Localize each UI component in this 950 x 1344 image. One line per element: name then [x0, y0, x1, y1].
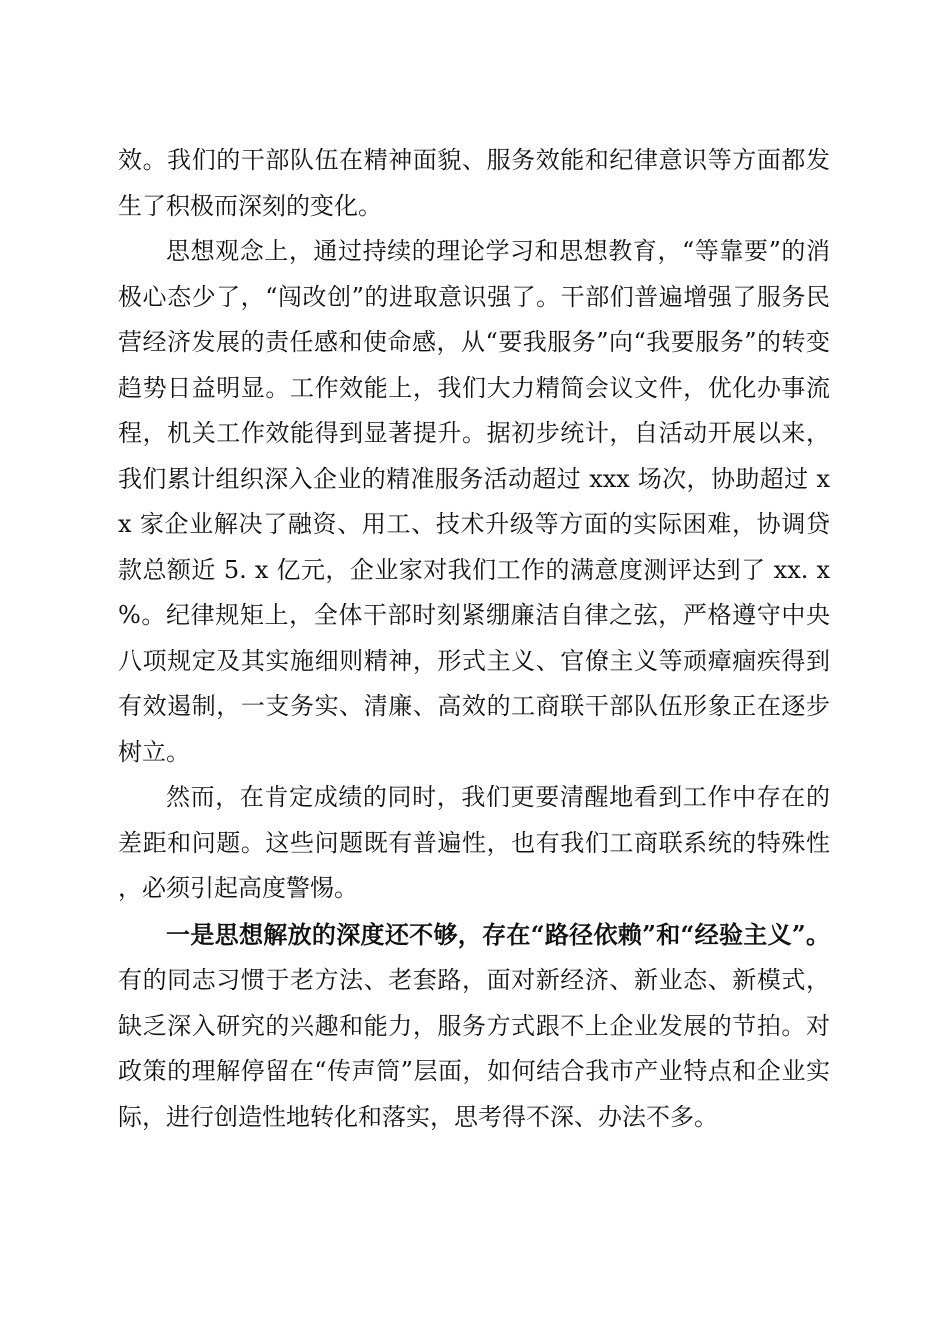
paragraph-4 — [118, 912, 830, 1141]
paragraph-1 — [118, 138, 830, 229]
paragraph-2-text: 思想观念上，通过持续的理论学习和思想教育，“等靠要”的消极心态少了，“闯改创”的进取意识强了。干部们普遍增强了服务民营经济发展的责任感和使命感，从“要我服务”向“我要服务”的转变趋势日益明显。工作效能上，我们大力精简会议文件，优化办事流程，机关工作效能得到显著提升。据初步统计，自活动开展以来，我们累计组织深入企业的精准服务活动超过 xxx 场次，协助超过 xx 家企业解决了融资、用工、技术升级等方面的实际困难，协调贷款总额近 5. x 亿元，企业家对我们工作的满意度测评达到了 xx. x%。纪律规矩上，全体干部时刻紧绷廉洁自律之弦，严格遵守中央八项规定及其实施细则精神，形式主义、官僚主义等顽瘴痼疾得到有效遏制，一支务实、清廉、高效的工商联干部队伍形象正在逐步树立。 — [118, 237, 830, 766]
paragraph-4-lead-sentence: 一是思想解放的深度还不够，存在“路径依赖”和“经验主义”。 — [166, 919, 830, 949]
paragraph-3 — [118, 775, 830, 912]
document-body — [118, 138, 830, 1140]
paragraph-3-text: 然而，在肯定成绩的同时，我们更要清醒地看到工作中存在的差距和问题。这些问题既有普遍性，也有我们工商联系统的特殊性，必须引起高度警惕。 — [118, 783, 830, 902]
paragraph-2 — [118, 229, 830, 775]
paragraph-1-text: 效。我们的干部队伍在精神面貌、服务效能和纪律意识等方面都发生了积极而深刻的变化。 — [118, 146, 830, 220]
paragraph-4-text: 有的同志习惯于老方法、老套路，面对新经济、新业态、新模式，缺乏深入研究的兴趣和能力，服务方式跟不上企业发展的节拍。对政策的理解停留在“传声筒”层面，如何结合我市产业特点和企业实际，进行创造性地转化和落实，思考得不深、办法不多。 — [118, 966, 830, 1131]
